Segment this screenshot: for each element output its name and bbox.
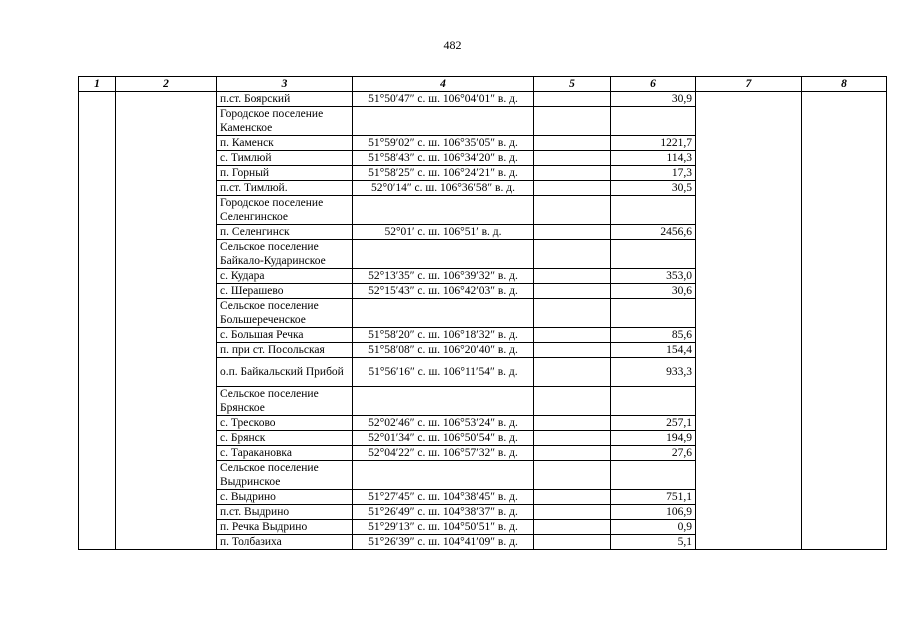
column-5-cell <box>534 92 611 107</box>
settlement-name-cell: с. Брянск <box>217 431 353 446</box>
coordinates-cell <box>353 196 534 225</box>
coordinates-cell: 51°29′13″ с. ш. 104°50′51″ в. д. <box>353 520 534 535</box>
coordinates-cell: 51°58′43″ с. ш. 106°34′20″ в. д. <box>353 151 534 166</box>
settlement-name-cell: п.ст. Выдрино <box>217 505 353 520</box>
settlement-name-cell: п. Толбазиха <box>217 535 353 550</box>
column-5-cell <box>534 166 611 181</box>
column-5-cell <box>534 225 611 240</box>
value-cell: 194,9 <box>611 431 696 446</box>
settlement-name-cell: с. Таракановка <box>217 446 353 461</box>
value-cell: 30,9 <box>611 92 696 107</box>
value-cell <box>611 196 696 225</box>
settlement-name-cell: Городское поселение Селенгинское <box>217 196 353 225</box>
coordinates-cell: 51°58′20″ с. ш. 106°18′32″ в. д. <box>353 328 534 343</box>
column-header: 4 <box>353 77 534 92</box>
settlement-name-cell: п. Горный <box>217 166 353 181</box>
settlement-name-cell: Сельское поселение Выдринское <box>217 461 353 490</box>
column-5-cell <box>534 107 611 136</box>
value-cell: 257,1 <box>611 416 696 431</box>
value-cell <box>611 461 696 490</box>
column-header: 3 <box>217 77 353 92</box>
value-cell: 154,4 <box>611 343 696 358</box>
page-number: 482 <box>443 38 462 52</box>
settlement-name-cell: Городское поселение Каменское <box>217 107 353 136</box>
value-cell: 0,9 <box>611 520 696 535</box>
coordinates-cell: 52°01′34″ с. ш. 106°50′54″ в. д. <box>353 431 534 446</box>
column-5-cell <box>534 520 611 535</box>
table-row <box>79 92 887 107</box>
column-5-cell <box>534 416 611 431</box>
settlement-name-cell: п. Речка Выдрино <box>217 520 353 535</box>
coordinates-cell: 52°01′ с. ш. 106°51′ в. д. <box>353 225 534 240</box>
settlement-name-cell: п. при ст. Посольская <box>217 343 353 358</box>
column-5-cell <box>534 240 611 269</box>
column-header: 2 <box>116 77 217 92</box>
column-5-cell <box>534 136 611 151</box>
column-5-cell <box>534 328 611 343</box>
coordinates-cell <box>353 240 534 269</box>
settlement-name-cell: о.п. Байкальский Прибой <box>217 358 353 387</box>
value-cell <box>611 299 696 328</box>
column-5-cell <box>534 284 611 299</box>
coordinates-cell: 51°26′49″ с. ш. 104°38′37″ в. д. <box>353 505 534 520</box>
coordinates-cell: 51°59′02″ с. ш. 106°35′05″ в. д. <box>353 136 534 151</box>
coordinates-cell: 52°15′43″ с. ш. 106°42′03″ в. д. <box>353 284 534 299</box>
value-cell: 106,9 <box>611 505 696 520</box>
coordinates-cell <box>353 461 534 490</box>
column-header: 7 <box>696 77 802 92</box>
settlement-name-cell: с. Шерашево <box>217 284 353 299</box>
settlement-name-cell: с. Тресково <box>217 416 353 431</box>
settlement-name-cell: п. Каменск <box>217 136 353 151</box>
column-5-cell <box>534 490 611 505</box>
column-header: 6 <box>611 77 696 92</box>
settlement-name-cell: с. Тимлюй <box>217 151 353 166</box>
value-cell: 1221,7 <box>611 136 696 151</box>
settlement-name-cell: с. Кудара <box>217 269 353 284</box>
column-5-cell <box>534 505 611 520</box>
coordinates-cell <box>353 299 534 328</box>
value-cell: 30,5 <box>611 181 696 196</box>
column-2-cell <box>116 92 217 550</box>
header-row <box>79 77 887 92</box>
coordinates-cell: 52°0′14″ с. ш. 106°36′58″ в. д. <box>353 181 534 196</box>
column-header: 8 <box>802 77 887 92</box>
column-5-cell <box>534 181 611 196</box>
settlement-name-cell: п.ст. Тимлюй. <box>217 181 353 196</box>
value-cell: 85,6 <box>611 328 696 343</box>
coordinates-cell <box>353 107 534 136</box>
column-header: 5 <box>534 77 611 92</box>
settlement-name-cell: с. Большая Речка <box>217 328 353 343</box>
settlement-name-cell: Сельское поселение Брянское <box>217 387 353 416</box>
coordinates-cell: 52°02′46″ с. ш. 106°53′24″ в. д. <box>353 416 534 431</box>
column-7-cell <box>696 92 802 550</box>
value-cell <box>611 240 696 269</box>
settlements-table <box>78 76 887 550</box>
value-cell: 353,0 <box>611 269 696 284</box>
coordinates-cell: 51°26′39″ с. ш. 104°41′09″ в. д. <box>353 535 534 550</box>
coordinates-cell: 52°04′22″ с. ш. 106°57′32″ в. д. <box>353 446 534 461</box>
value-cell <box>611 387 696 416</box>
column-5-cell <box>534 343 611 358</box>
coordinates-cell: 52°13′35″ с. ш. 106°39′32″ в. д. <box>353 269 534 284</box>
column-8-cell <box>802 92 887 550</box>
column-5-cell <box>534 431 611 446</box>
column-5-cell <box>534 535 611 550</box>
settlement-name-cell: п. Селенгинск <box>217 225 353 240</box>
value-cell: 5,1 <box>611 535 696 550</box>
column-1-cell <box>79 92 116 550</box>
column-5-cell <box>534 446 611 461</box>
value-cell: 27,6 <box>611 446 696 461</box>
column-5-cell <box>534 461 611 490</box>
coordinates-cell: 51°56′16″ с. ш. 106°11′54″ в. д. <box>353 358 534 387</box>
coordinates-cell: 51°27′45″ с. ш. 104°38′45″ в. д. <box>353 490 534 505</box>
coordinates-cell <box>353 387 534 416</box>
column-5-cell <box>534 299 611 328</box>
value-cell: 30,6 <box>611 284 696 299</box>
column-5-cell <box>534 151 611 166</box>
value-cell <box>611 107 696 136</box>
settlement-name-cell: п.ст. Боярский <box>217 92 353 107</box>
settlement-name-cell: Сельское поселение Байкало-Кударинское <box>217 240 353 269</box>
coordinates-cell: 51°50′47″ с. ш. 106°04′01″ в. д. <box>353 92 534 107</box>
value-cell: 2456,6 <box>611 225 696 240</box>
column-5-cell <box>534 358 611 387</box>
settlement-name-cell: с. Выдрино <box>217 490 353 505</box>
value-cell: 114,3 <box>611 151 696 166</box>
column-5-cell <box>534 269 611 284</box>
value-cell: 17,3 <box>611 166 696 181</box>
column-5-cell <box>534 387 611 416</box>
column-5-cell <box>534 196 611 225</box>
settlement-name-cell: Сельское поселение Большереченское <box>217 299 353 328</box>
value-cell: 751,1 <box>611 490 696 505</box>
coordinates-cell: 51°58′25″ с. ш. 106°24′21″ в. д. <box>353 166 534 181</box>
value-cell: 933,3 <box>611 358 696 387</box>
coordinates-cell: 51°58′08″ с. ш. 106°20′40″ в. д. <box>353 343 534 358</box>
column-header: 1 <box>79 77 116 92</box>
